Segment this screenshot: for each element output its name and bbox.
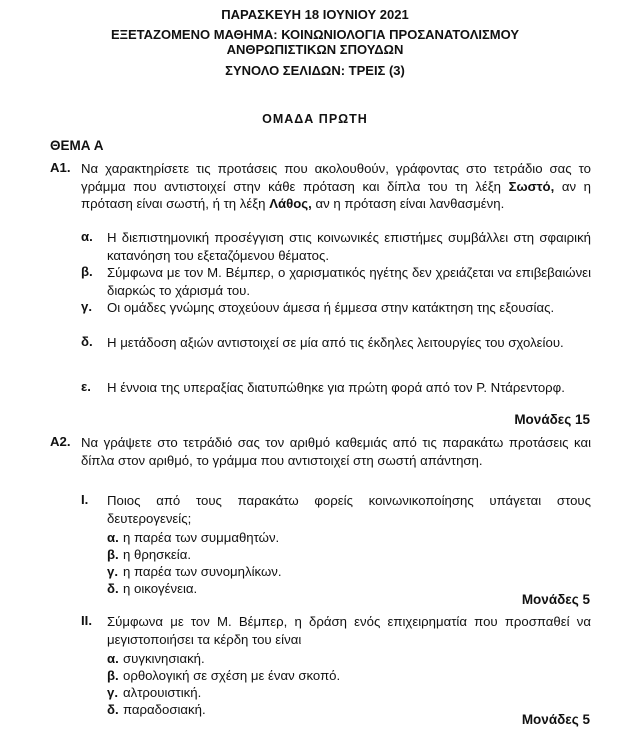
a1-label: Α1. <box>50 160 71 175</box>
a2-question-label: ΙΙ. <box>81 613 92 628</box>
subject-line-2: ΑΝΘΡΩΠΙΣΤΙΚΩΝ ΣΠΟΥΔΩΝ <box>226 42 404 57</box>
a1-item-text: Η μετάδοση αξιών αντιστοιχεί σε μία από τις έκδηλες λειτουργίες του σχολείου. <box>107 335 564 350</box>
a2-q2-units: Μονάδες 5 <box>521 712 590 727</box>
a1-text-1: Να χαρακτηρίσετε τις προτάσεις που ακολουθούν, γράφοντας στο τετράδιο σας το γράμμα που αντιστοιχεί στην κάθε πρόταση και δίπλα του τη λέξη <box>81 161 591 194</box>
option-label: β. <box>107 668 119 683</box>
a1-instructions <box>81 160 591 213</box>
a1-item-text: Η διεπιστημονική προσέγγιση στις κοινωνικές επιστήμες συμβάλλει στη σφαιρική κατανόηση του εξεταζόμενου θέματος. <box>107 230 591 263</box>
option-text: η παρέα των συνομηλίκων. <box>123 564 282 579</box>
option-label: δ. <box>107 581 119 596</box>
word-correct: Σωστό, <box>508 178 555 194</box>
option-label: β. <box>107 547 119 562</box>
option-text: ορθολογική σε σχέση με έναν σκοπό. <box>123 668 341 683</box>
a1-item-label: γ. <box>81 299 92 314</box>
option-text: αλτρουιστική. <box>123 685 202 700</box>
a2-question-label: Ι. <box>81 492 89 507</box>
page-count: ΣΥΝΟΛΟ ΣΕΛΙΔΩΝ: ΤΡΕΙΣ (3) <box>225 63 405 78</box>
a1-text-2: αν η πρόταση είναι σωστή, ή τη λέξη <box>81 178 591 211</box>
subject-line-1: ΕΞΕΤΑΖΟΜΕΝΟ ΜΑΘΗΜΑ: ΚΟΙΝΩΝΙΟΛΟΓΙΑ ΠΡΟΣΑΝΑΤΟΛΙΣΜΟΥ <box>110 27 520 42</box>
a1-item-text: Η έννοια της υπεραξίας διατυπώθηκε για πρώτη φορά από τον Ρ. Ντάρεντορφ. <box>107 380 565 395</box>
option-label: γ. <box>107 685 118 700</box>
a2-option <box>107 529 279 546</box>
a1-item-label: δ. <box>81 334 93 349</box>
thema-title: ΘΕΜΑ Α <box>50 138 104 153</box>
a2-option <box>107 684 201 701</box>
a2-question-text: Σύμφωνα με τον Μ. Βέμπερ, η δράση ενός επιχειρηματία που προσπαθεί να μεγιστοποιήσει τα κέρδη του είναι <box>107 614 591 647</box>
option-text: παραδοσιακή. <box>123 702 206 717</box>
a1-item-label: α. <box>81 229 93 244</box>
a2-option <box>107 546 191 563</box>
a2-question-text: Ποιος από τους παρακάτω φορείς κοινωνικοποίησης υπάγεται στους δευτερογενείς; <box>107 493 591 526</box>
option-label: α. <box>107 530 119 545</box>
word-wrong: Λάθος, <box>269 196 312 211</box>
a1-item-label: ε. <box>81 379 91 394</box>
a2-label: Α2. <box>50 434 71 449</box>
a2-option <box>107 701 206 718</box>
a2-instructions: Να γράψετε στο τετράδιό σας τον αριθμό καθεμιάς από τις παρακάτω προτάσεις και δίπλα στον αριθμό, το γράμμα που αντιστοιχεί στη σωστή απάντηση. <box>81 435 591 468</box>
group-title: ΟΜΑΔΑ ΠΡΩΤΗ <box>262 112 368 126</box>
a1-text-3: αν η πρόταση είναι λανθασμένη. <box>311 196 505 211</box>
a2-q1-units: Μονάδες 5 <box>521 592 590 607</box>
option-label: δ. <box>107 702 119 717</box>
a1-units: Μονάδες 15 <box>514 412 590 427</box>
exam-date: ΠΑΡΑΣΚΕΥΗ 18 ΙΟΥΝΙΟΥ 2021 <box>221 7 409 22</box>
option-label: α. <box>107 651 119 666</box>
a2-option <box>107 667 340 684</box>
a2-option <box>107 563 282 580</box>
a1-item-text: Σύμφωνα με τον Μ. Βέμπερ, ο χαρισματικός ηγέτης δεν χρειάζεται να επιβεβαιώνει διαρκώς το χάρισμά του. <box>107 265 591 298</box>
a2-option <box>107 650 205 667</box>
option-label: γ. <box>107 564 118 579</box>
a1-item-label: β. <box>81 264 93 279</box>
a2-option <box>107 580 197 597</box>
option-text: η θρησκεία. <box>123 547 191 562</box>
option-text: συγκινησιακή. <box>123 651 205 666</box>
option-text: η οικογένεια. <box>123 581 198 596</box>
a1-item-text: Οι ομάδες γνώμης στοχεύουν άμεσα ή έμμεσα στην κατάκτηση της εξουσίας. <box>107 300 555 315</box>
option-text: η παρέα των συμμαθητών. <box>123 530 280 545</box>
